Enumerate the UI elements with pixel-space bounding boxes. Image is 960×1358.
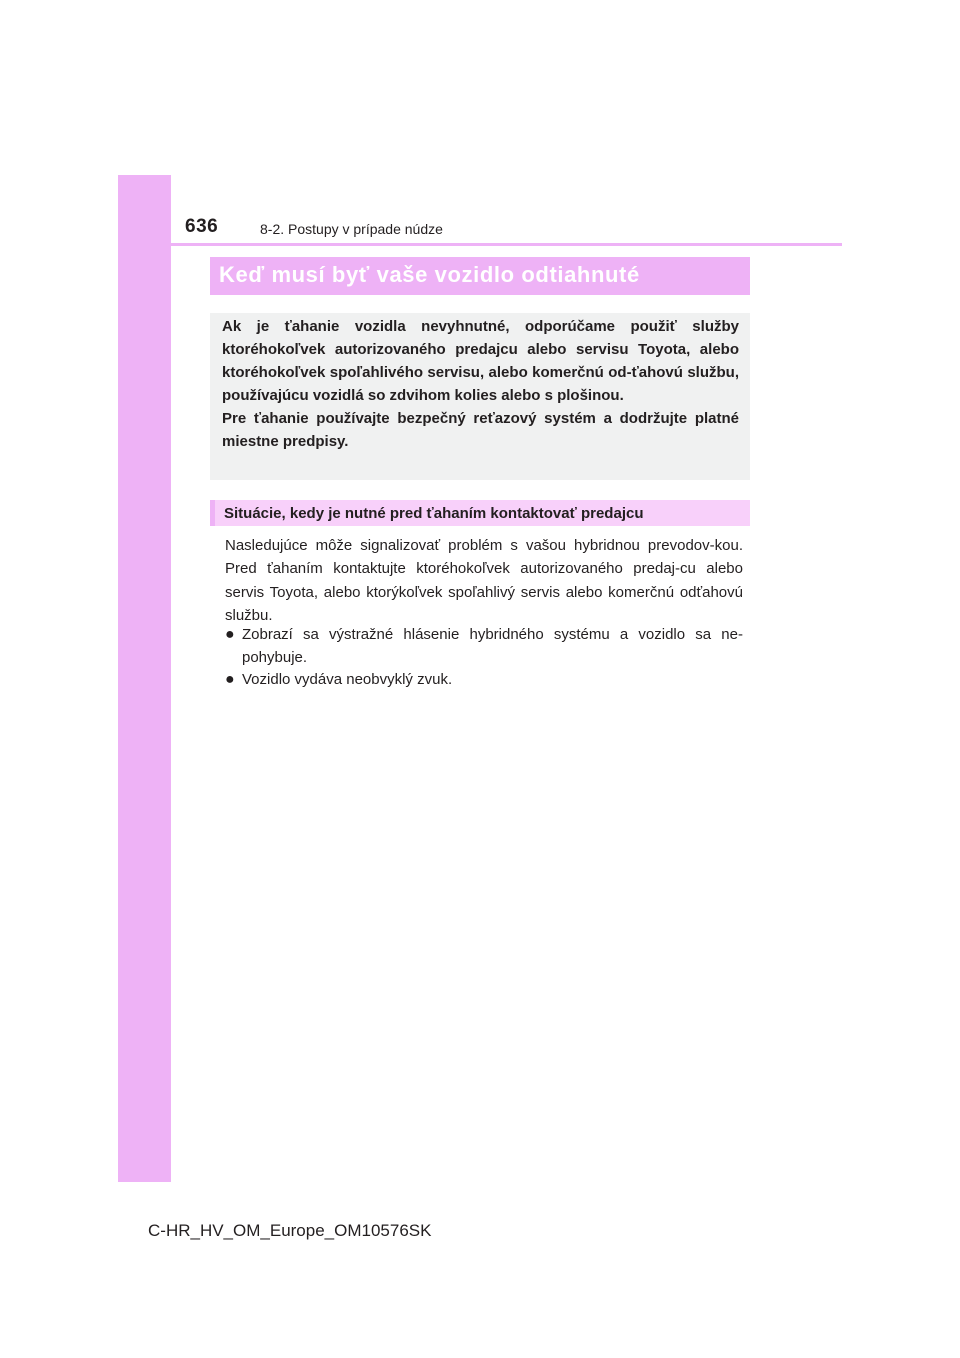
subsection-body (225, 534, 743, 627)
intro-paragraph-2: Pre ťahanie používajte bezpečný reťazový systém a dodržujte platné miestne predpisy. (222, 410, 739, 450)
bullet-icon: ● (225, 626, 235, 643)
page-title: Keď musí byť vaše vozidlo odtiahnuté (219, 262, 640, 287)
list-item-text: Vozidlo vydáva neobvyklý zvuk. (242, 671, 453, 688)
header-rule (118, 243, 842, 246)
intro-paragraph-1: Ak je ťahanie vozidla nevyhnutné, odporúčame použiť služby ktoréhokoľvek autorizovaného predajcu alebo servisu Toyota, alebo ktoréhokoľvek spoľahlivého servisu, alebo komerčnú od-ťahovú službu, používajúcu vozidlá so zdvihom kolies alebo s plošinou. (222, 318, 739, 404)
section-label: 8-2. Postupy v prípade núdze (260, 221, 443, 237)
subsection-title: Situácie, kedy je nutné pred ťahaním kontaktovať predajcu (224, 505, 644, 522)
page-number: 636 (185, 216, 219, 237)
bullet-icon: ● (225, 671, 235, 688)
body-paragraph: Nasledujúce môže signalizovať problém s vašou hybridnou prevodov-kou. Pred ťahaním kontaktujte ktoréhokoľvek autorizovaného predaj-cu alebo servis Toyota, alebo ktorýkoľvek spoľahlivý servis alebo komerčnú odťahovú službu. (225, 537, 743, 624)
list-item (225, 623, 743, 670)
intro-box (210, 313, 750, 480)
side-tab-bar (118, 175, 171, 1182)
footer-doc-id: C-HR_HV_OM_Europe_OM10576SK (148, 1221, 432, 1240)
list-item (225, 668, 743, 691)
list-item-text: Zobrazí sa výstražné hlásenie hybridného systému a vozidlo sa ne-pohybuje. (242, 626, 743, 667)
subsection-bar-accent (210, 500, 215, 526)
